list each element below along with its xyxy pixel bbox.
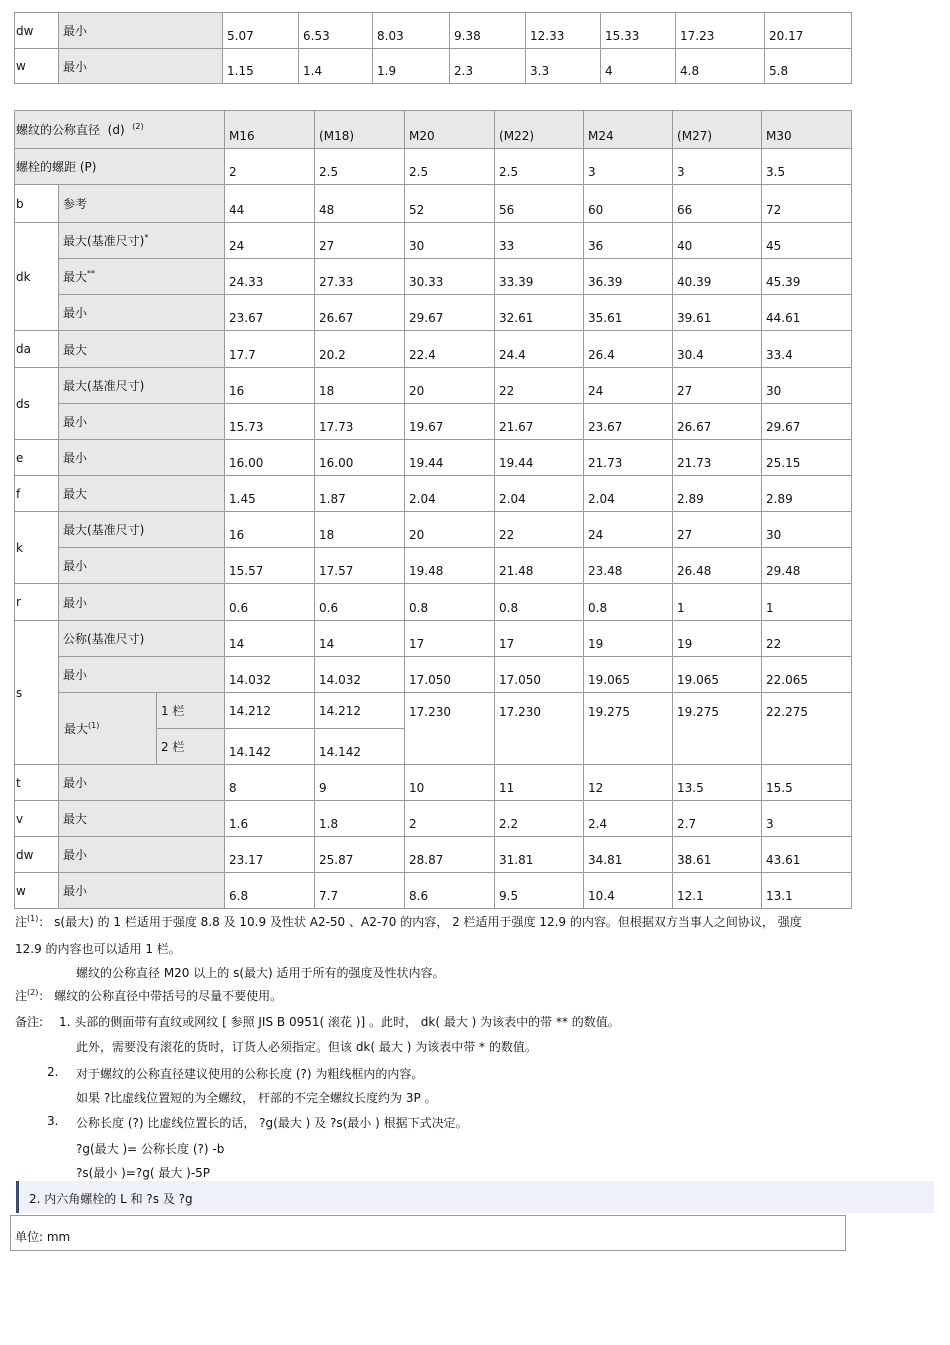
cell: 12.33 xyxy=(526,13,601,49)
cell: 9.5 xyxy=(495,873,584,909)
cell: 2.5 xyxy=(495,149,584,185)
cell: 25.87 xyxy=(315,837,405,873)
size-header: M16 xyxy=(225,111,315,149)
row-label: 最小 xyxy=(59,49,223,84)
row-w-top xyxy=(15,49,852,84)
row-symbol: r xyxy=(15,584,59,621)
cell: 3 xyxy=(762,801,852,837)
label-text: 最大 xyxy=(63,270,88,284)
cell: 2.04 xyxy=(495,476,584,512)
cell: 25.15 xyxy=(762,440,852,476)
cell: 33 xyxy=(495,223,584,259)
row-label: 最大 xyxy=(59,331,225,368)
cell: 20.17 xyxy=(765,13,852,49)
cell: 1 xyxy=(762,584,852,621)
cell: 6.53 xyxy=(299,13,373,49)
cell: 1.15 xyxy=(223,49,299,84)
remarks-label: 备注: xyxy=(15,1015,44,1029)
row-symbol: dw xyxy=(15,837,59,873)
row-s-nominal xyxy=(15,621,852,657)
cell: 27 xyxy=(315,223,405,259)
cell: 15.33 xyxy=(601,13,676,49)
cell: 14.032 xyxy=(315,657,405,693)
cell: 8.6 xyxy=(405,873,495,909)
row-symbol: f xyxy=(15,476,59,512)
cell: 15.5 xyxy=(762,765,852,801)
formula-lg-max: ?g(最大 )= 公称长度 (?) -b xyxy=(76,1142,225,1156)
cell: 22.065 xyxy=(762,657,852,693)
note-mark: (2) xyxy=(27,988,39,997)
cell: 17.230 xyxy=(405,693,495,765)
cell: 1.8 xyxy=(315,801,405,837)
size-header: M20 xyxy=(405,111,495,149)
cell: 12 xyxy=(584,765,673,801)
cell: 19.67 xyxy=(405,404,495,440)
row-label: 公称(基准尺寸) xyxy=(59,621,225,657)
row-label: 最小 xyxy=(59,404,225,440)
cell: 3.3 xyxy=(526,49,601,84)
cell: 29.67 xyxy=(405,295,495,331)
row-dw-top xyxy=(15,13,852,49)
row-symbol: t xyxy=(15,765,59,801)
cell: 26.4 xyxy=(584,331,673,368)
cell: 13.5 xyxy=(673,765,762,801)
cell: 17.57 xyxy=(315,548,405,584)
cell: 23.67 xyxy=(225,295,315,331)
cell: 19.275 xyxy=(673,693,762,765)
cell: 2.89 xyxy=(673,476,762,512)
cell: 1 xyxy=(673,584,762,621)
label-mark: ** xyxy=(87,269,96,278)
note-2 xyxy=(15,987,282,1004)
cell: 17.23 xyxy=(676,13,765,49)
row-symbol: v xyxy=(15,801,59,837)
cell: 27 xyxy=(673,368,762,404)
section-heading xyxy=(16,1181,934,1213)
cell: 18 xyxy=(315,512,405,548)
cell: 2.7 xyxy=(673,801,762,837)
note-mark: (1) xyxy=(27,914,39,923)
cell: 26.48 xyxy=(673,548,762,584)
row-f xyxy=(15,476,852,512)
cell: 30.4 xyxy=(673,331,762,368)
cell: 2.89 xyxy=(762,476,852,512)
cell: 66 xyxy=(673,185,762,223)
cell: 17.230 xyxy=(495,693,584,765)
cell: 14.032 xyxy=(225,657,315,693)
cell: 14.142 xyxy=(225,729,315,765)
row-ds-min xyxy=(15,404,852,440)
cell: 30 xyxy=(762,512,852,548)
row-symbol: dw xyxy=(15,13,59,49)
cell: 29.48 xyxy=(762,548,852,584)
cell: 45.39 xyxy=(762,259,852,295)
cell: 9.38 xyxy=(450,13,526,49)
row-label: 最小 xyxy=(59,295,225,331)
cell: 72 xyxy=(762,185,852,223)
cell: 43.61 xyxy=(762,837,852,873)
row-label: 最大(基准尺寸) xyxy=(59,512,225,548)
cell: 38.61 xyxy=(673,837,762,873)
row-symbol: ds xyxy=(15,368,59,440)
row-da xyxy=(15,331,852,368)
size-header: (M18) xyxy=(315,111,405,149)
cell: 35.61 xyxy=(584,295,673,331)
row-label: 最小 xyxy=(59,873,225,909)
cell: 24.4 xyxy=(495,331,584,368)
row-s-min xyxy=(15,657,852,693)
row-label: 最小 xyxy=(59,765,225,801)
cell: 15.73 xyxy=(225,404,315,440)
continued-dimension-table xyxy=(14,12,852,84)
cell: 30.33 xyxy=(405,259,495,295)
cell: 3 xyxy=(584,149,673,185)
cell: 22 xyxy=(495,368,584,404)
cell: 0.6 xyxy=(225,584,315,621)
row-label: 最小 xyxy=(59,657,225,693)
row-symbol: e xyxy=(15,440,59,476)
cell: 24 xyxy=(584,368,673,404)
cell: 33.4 xyxy=(762,331,852,368)
cell: 0.8 xyxy=(584,584,673,621)
row-label: 最小 xyxy=(59,548,225,584)
cell: 18 xyxy=(315,368,405,404)
cell: 17.050 xyxy=(405,657,495,693)
row-label: 最小 xyxy=(59,584,225,621)
cell: 14.212 xyxy=(225,693,315,729)
formula-ls-min: ?s(最小 )=?g( 最大 )-5P xyxy=(76,1166,211,1180)
row-symbol: w xyxy=(15,873,59,909)
cell: 24 xyxy=(225,223,315,259)
cell: 1.9 xyxy=(373,49,450,84)
cell: 36 xyxy=(584,223,673,259)
remark-2-line-1: 对于螺纹的公称直径建议使用的公称长度 (?) 为粗线框内的内容。 xyxy=(76,1067,424,1081)
cell: 10.4 xyxy=(584,873,673,909)
pitch-row xyxy=(15,149,852,185)
row-dk-min xyxy=(15,295,852,331)
size-header: M30 xyxy=(762,111,852,149)
column-label: 2 栏 xyxy=(157,729,225,765)
cell: 19 xyxy=(584,621,673,657)
remark-2-number: 2. xyxy=(47,1065,59,1079)
cell: 17.050 xyxy=(495,657,584,693)
label-text: 最大 xyxy=(64,722,89,736)
cell: 56 xyxy=(495,185,584,223)
cell: 40 xyxy=(673,223,762,259)
row-label: 最大 xyxy=(59,801,225,837)
cell: 2 xyxy=(405,801,495,837)
row-dk-basic xyxy=(15,223,852,259)
header-label: 螺纹的公称直径 xyxy=(16,123,101,137)
remark-3-number: 3. xyxy=(47,1114,59,1128)
cell: 4.8 xyxy=(676,49,765,84)
header-row xyxy=(15,111,852,149)
cell: 2.04 xyxy=(405,476,495,512)
cell: 45 xyxy=(762,223,852,259)
row-symbol: da xyxy=(15,331,59,368)
cell: 22 xyxy=(495,512,584,548)
cell: 1.6 xyxy=(225,801,315,837)
cell: 2 xyxy=(225,149,315,185)
cell: 26.67 xyxy=(673,404,762,440)
row-symbol: s xyxy=(15,621,59,765)
hex-bolt-dimension-table xyxy=(14,110,852,909)
cell: 1.87 xyxy=(315,476,405,512)
cell: 14.212 xyxy=(315,693,405,729)
unit-row xyxy=(10,1215,846,1251)
row-s-max-col1 xyxy=(15,693,852,729)
cell: 34.81 xyxy=(584,837,673,873)
cell: 19.065 xyxy=(584,657,673,693)
cell: 40.39 xyxy=(673,259,762,295)
cell: 14 xyxy=(315,621,405,657)
cell: 19.44 xyxy=(495,440,584,476)
cell: 5.8 xyxy=(765,49,852,84)
cell: 22.4 xyxy=(405,331,495,368)
row-k-basic xyxy=(15,512,852,548)
label-text: 最大(基准尺寸) xyxy=(63,234,145,248)
size-header: M24 xyxy=(584,111,673,149)
cell: 19.275 xyxy=(584,693,673,765)
row-t xyxy=(15,765,852,801)
cell: 5.07 xyxy=(223,13,299,49)
remark-3-line-1: 公称长度 (?) 比虚线位置长的话， ?g(最大 ) 及 ?s(最小 ) 根据下式决定。 xyxy=(76,1116,468,1130)
cell: 21.67 xyxy=(495,404,584,440)
cell: 48 xyxy=(315,185,405,223)
pitch-label: 螺栓的螺距 (P) xyxy=(15,149,225,185)
cell: 20 xyxy=(405,368,495,404)
row-k-min xyxy=(15,548,852,584)
cell: 27 xyxy=(673,512,762,548)
cell: 2.5 xyxy=(405,149,495,185)
cell: 2.04 xyxy=(584,476,673,512)
row-symbol: w xyxy=(15,49,59,84)
cell: 0.8 xyxy=(495,584,584,621)
cell: 27.33 xyxy=(315,259,405,295)
cell: 12.1 xyxy=(673,873,762,909)
cell: 17.73 xyxy=(315,404,405,440)
cell: 29.67 xyxy=(762,404,852,440)
cell: 19.44 xyxy=(405,440,495,476)
cell: 44.61 xyxy=(762,295,852,331)
cell: 14.142 xyxy=(315,729,405,765)
cell: 23.48 xyxy=(584,548,673,584)
row-label: 最小 xyxy=(59,13,223,49)
cell: 60 xyxy=(584,185,673,223)
row-label: 最大 xyxy=(59,476,225,512)
cell: 39.61 xyxy=(673,295,762,331)
cell: 6.8 xyxy=(225,873,315,909)
cell: 8.03 xyxy=(373,13,450,49)
cell: 44 xyxy=(225,185,315,223)
cell: 9 xyxy=(315,765,405,801)
cell: 32.61 xyxy=(495,295,584,331)
row-r xyxy=(15,584,852,621)
cell: 8 xyxy=(225,765,315,801)
remark-2-line-2: 如果 ?比虚线位置短的为全螺纹， 杆部的不完全螺纹长度约为 3P 。 xyxy=(76,1091,437,1105)
row-b xyxy=(15,185,852,223)
cell: 3 xyxy=(673,149,762,185)
cell: 24 xyxy=(584,512,673,548)
cell: 33.39 xyxy=(495,259,584,295)
cell: 30 xyxy=(405,223,495,259)
cell: 2.2 xyxy=(495,801,584,837)
cell: 20.2 xyxy=(315,331,405,368)
row-v xyxy=(15,801,852,837)
cell: 3.5 xyxy=(762,149,852,185)
cell: 16.00 xyxy=(225,440,315,476)
column-label: 1 栏 xyxy=(157,693,225,729)
cell: 17.7 xyxy=(225,331,315,368)
row-symbol: b xyxy=(15,185,59,223)
cell: 36.39 xyxy=(584,259,673,295)
cell: 11 xyxy=(495,765,584,801)
label-mark: * xyxy=(144,233,149,242)
cell: 14 xyxy=(225,621,315,657)
cell: 4 xyxy=(601,49,676,84)
cell: 52 xyxy=(405,185,495,223)
size-header: (M27) xyxy=(673,111,762,149)
cell: 19.065 xyxy=(673,657,762,693)
row-symbol: dk xyxy=(15,223,59,331)
cell: 23.67 xyxy=(584,404,673,440)
cell: 26.67 xyxy=(315,295,405,331)
cell: 16 xyxy=(225,368,315,404)
remark-1-line-1: 1. 头部的侧面带有直纹或网纹 [ 参照 JIS B 0951( 滚花 )] 。此时， dk( 最大 ) 为该表中的带 ** 的数值。 xyxy=(59,1015,620,1029)
cell: 17 xyxy=(495,621,584,657)
note-text: ： s(最大) 的 1 栏适用于强度 8.8 及 10.9 及性状 A2-50 、A2-70 的内容， 2 栏适用于强度 12.9 的内容。但根据双方当事人之间协议， 强度 xyxy=(38,915,802,929)
cell: 16.00 xyxy=(315,440,405,476)
row-dk-max xyxy=(15,259,852,295)
cell: 1.4 xyxy=(299,49,373,84)
cell: 0.6 xyxy=(315,584,405,621)
note-text: ： 螺纹的公称直径中带括号的尽量不要使用。 xyxy=(38,989,283,1003)
cell: 2.5 xyxy=(315,149,405,185)
header-note-mark: (2) xyxy=(132,122,144,131)
cell: 17 xyxy=(405,621,495,657)
row-w xyxy=(15,873,852,909)
remark-1-line-2: 此外，需要没有滚花的货时，订货人必须指定。但该 dk( 最大 ) 为该表中带 * 的数值。 xyxy=(76,1040,537,1054)
row-e xyxy=(15,440,852,476)
cell: 19.48 xyxy=(405,548,495,584)
cell: 10 xyxy=(405,765,495,801)
cell: 21.73 xyxy=(584,440,673,476)
cell: 16 xyxy=(225,512,315,548)
cell: 24.33 xyxy=(225,259,315,295)
row-label: 最小 xyxy=(59,440,225,476)
row-ds-basic xyxy=(15,368,852,404)
cell: 19 xyxy=(673,621,762,657)
header-symbol: (d) xyxy=(107,123,125,137)
cell: 31.81 xyxy=(495,837,584,873)
label-mark: (1) xyxy=(88,721,100,730)
cell: 23.17 xyxy=(225,837,315,873)
note-1-continued: 12.9 的内容也可以适用 1 栏。 xyxy=(15,942,181,956)
row-label xyxy=(59,693,157,765)
row-label: 最大(基准尺寸) xyxy=(59,368,225,404)
cell: 1.45 xyxy=(225,476,315,512)
cell: 22.275 xyxy=(762,693,852,765)
nominal-diameter-header xyxy=(15,111,225,149)
cell: 21.48 xyxy=(495,548,584,584)
row-label: 最小 xyxy=(59,837,225,873)
cell: 22 xyxy=(762,621,852,657)
note-1-extra: 螺纹的公称直径 M20 以上的 s(最大) 适用于所有的强度及性状内容。 xyxy=(76,966,445,980)
row-symbol: k xyxy=(15,512,59,584)
row-label xyxy=(59,259,225,295)
cell: 30 xyxy=(762,368,852,404)
cell: 0.8 xyxy=(405,584,495,621)
unit-label: 单位: mm xyxy=(15,1230,71,1244)
cell: 13.1 xyxy=(762,873,852,909)
cell: 7.7 xyxy=(315,873,405,909)
note-prefix: 注 xyxy=(15,989,28,1003)
cell: 2.3 xyxy=(450,49,526,84)
row-dw xyxy=(15,837,852,873)
cell: 15.57 xyxy=(225,548,315,584)
cell: 21.73 xyxy=(673,440,762,476)
note-prefix: 注 xyxy=(15,915,28,929)
section-title: 2. 内六角螺栓的 L 和 ?s 及 ?g xyxy=(29,1192,193,1206)
note-1 xyxy=(15,913,802,930)
row-label: 参考 xyxy=(59,185,225,223)
cell: 2.4 xyxy=(584,801,673,837)
size-header: (M22) xyxy=(495,111,584,149)
cell: 20 xyxy=(405,512,495,548)
cell: 28.87 xyxy=(405,837,495,873)
row-label xyxy=(59,223,225,259)
